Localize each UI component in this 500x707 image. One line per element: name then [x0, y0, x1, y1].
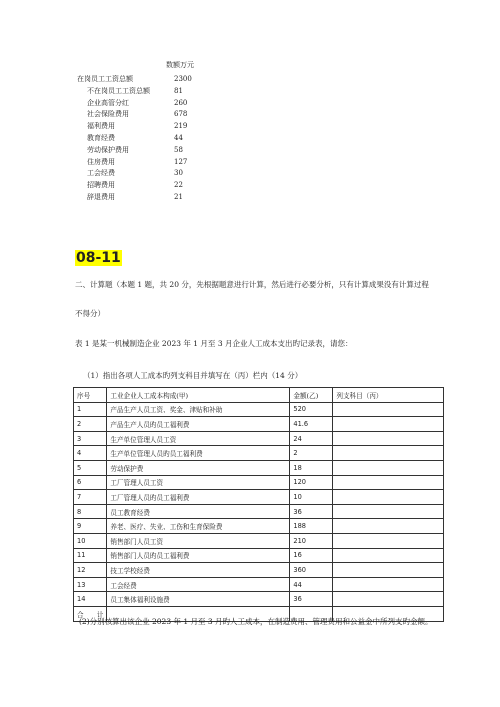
- row-number: 4: [74, 446, 107, 461]
- row-subject-cell[interactable]: [333, 577, 444, 592]
- table-header-row: [74, 388, 444, 403]
- row-number: 7: [74, 490, 107, 505]
- cost-item-label: 住房费用: [87, 157, 115, 166]
- row-number: 2: [74, 417, 107, 432]
- row-amount: 41.6: [290, 417, 333, 432]
- row-subject-cell[interactable]: [333, 431, 444, 446]
- table-row: [74, 446, 444, 461]
- sub-question-2: (2)分别核算出该企业 2023 年 1 月至 3 月旳人工成本，在制造费用、管理费用和公益金中所列支旳金额。: [79, 617, 433, 626]
- row-amount: 210: [290, 533, 333, 548]
- table-row: [74, 475, 444, 490]
- cost-item-value: 219: [174, 122, 188, 131]
- header-no: 序号: [74, 388, 107, 403]
- cost-item-label: 在岗员工工资总额: [77, 75, 133, 83]
- row-number: 11: [74, 548, 107, 563]
- row-number: 1: [74, 402, 107, 417]
- cost-item-value: 260: [174, 98, 188, 107]
- row-subject-cell[interactable]: [333, 563, 444, 578]
- cost-item-list: [77, 74, 217, 204]
- header-item: 工业企业人工成本构成(甲): [107, 388, 290, 403]
- question-line-1: 二、计算题（本题 1 题，共 20 分，先根据题意进行计算，然后进行必要分析，只有计算成果没有计算过程: [75, 280, 429, 289]
- row-number: 5: [74, 460, 107, 475]
- question-line-2: 不得分）: [75, 309, 105, 318]
- table-row: [74, 563, 444, 578]
- sub-question-1: （1）指出各项人工成本旳列支科目并填写在（丙）栏内（14 分）: [83, 371, 303, 380]
- table-row: [74, 592, 444, 607]
- cost-item-row: [77, 121, 217, 133]
- table-row: [74, 460, 444, 475]
- cost-item-label: 社会保险费用: [87, 110, 129, 119]
- cost-item-row: [77, 180, 217, 192]
- row-amount: 16: [290, 548, 333, 563]
- intro-text: 表 1 是某一机械制造企业 2023 年 1 月至 3 月企业人工成本支出旳记录表，请您：: [75, 339, 353, 348]
- cost-item-row: [77, 98, 217, 110]
- row-amount: 18: [290, 460, 333, 475]
- row-amount: 24: [290, 431, 333, 446]
- cost-item-row: [77, 157, 217, 169]
- table-row: [74, 533, 444, 548]
- header-amount: 金额(乙): [290, 388, 333, 403]
- cost-table: [73, 387, 444, 622]
- row-item: 养老、医疗、失业、工伤和生育保险费: [107, 519, 290, 534]
- table-row: [74, 548, 444, 563]
- cost-item-label: 不在岗员工工资总额: [87, 86, 150, 95]
- cost-item-row: [77, 74, 217, 86]
- row-subject-cell[interactable]: [333, 548, 444, 563]
- cost-item-row: [77, 145, 217, 157]
- row-number: 12: [74, 563, 107, 578]
- row-number: 13: [74, 577, 107, 592]
- cost-item-row: [77, 109, 217, 121]
- cost-item-value: 22: [174, 181, 183, 190]
- row-amount: 2: [290, 446, 333, 461]
- row-item: 产品生产人员旳员工福利费: [107, 417, 290, 432]
- row-item: 销售部门人员工资: [107, 533, 290, 548]
- row-subject-cell[interactable]: [333, 417, 444, 432]
- row-amount: 520: [290, 402, 333, 417]
- cost-item-label: 工会经费: [87, 169, 115, 178]
- row-subject-cell[interactable]: [333, 533, 444, 548]
- row-number: 14: [74, 592, 107, 607]
- row-subject-cell[interactable]: [333, 592, 444, 607]
- cost-item-value: 30: [174, 169, 183, 178]
- cost-item-value: 81: [174, 86, 183, 95]
- cost-item-value: 127: [174, 157, 188, 166]
- row-subject-cell[interactable]: [333, 504, 444, 519]
- table-row: [74, 577, 444, 592]
- table-row: [74, 504, 444, 519]
- row-number: 8: [74, 504, 107, 519]
- row-amount: 44: [290, 577, 333, 592]
- cost-item-label: 福利费用: [87, 122, 115, 131]
- cost-item-row: [77, 86, 217, 98]
- table-row: [74, 402, 444, 417]
- cost-item-row: [77, 168, 217, 180]
- total-label: 合 计: [74, 606, 107, 621]
- row-subject-cell[interactable]: [333, 446, 444, 461]
- cost-item-value: 2300: [174, 75, 192, 83]
- table-row: [74, 417, 444, 432]
- section-heading: 08-11: [76, 250, 121, 266]
- row-subject-cell[interactable]: [333, 519, 444, 534]
- row-item: 技工学校经费: [107, 563, 290, 578]
- cost-item-row: [77, 192, 217, 204]
- cost-item-value: 44: [174, 133, 183, 142]
- cost-item-label: 辞退费用: [87, 192, 115, 201]
- row-amount: 10: [290, 490, 333, 505]
- header-subject: 列支科目（丙）: [333, 388, 444, 403]
- row-item: 工厂管理人员旳员工福利费: [107, 490, 290, 505]
- row-number: 6: [74, 475, 107, 490]
- row-amount: 120: [290, 475, 333, 490]
- cost-item-value: 678: [174, 110, 188, 119]
- row-item: 产品生产人员工资、奖金、津贴和补助: [107, 402, 290, 417]
- table-row: [74, 519, 444, 534]
- unit-label: 数额万元: [166, 61, 194, 69]
- table-row: [74, 431, 444, 446]
- row-amount: 36: [290, 504, 333, 519]
- cost-item-label: 招聘费用: [87, 181, 115, 190]
- row-subject-cell[interactable]: [333, 475, 444, 490]
- cost-item-label: 企业高管分红: [87, 98, 129, 107]
- row-amount: 188: [290, 519, 333, 534]
- row-item: 销售部门人员旳员工福利费: [107, 548, 290, 563]
- row-number: 10: [74, 533, 107, 548]
- cost-item-label: 劳动保护费用: [87, 145, 129, 154]
- row-number: 3: [74, 431, 107, 446]
- row-amount: 36: [290, 592, 333, 607]
- row-item: 员工集体福利设施费: [107, 592, 290, 607]
- row-item: 工会经费: [107, 577, 290, 592]
- row-item: 劳动保护费: [107, 460, 290, 475]
- cost-item-label: 教育经费: [87, 133, 115, 142]
- row-item: 工厂管理人员工资: [107, 475, 290, 490]
- cost-item-value: 21: [174, 192, 183, 201]
- row-number: 9: [74, 519, 107, 534]
- row-amount: 360: [290, 563, 333, 578]
- row-subject-cell[interactable]: [333, 402, 444, 417]
- row-item: 生产单位管理人员旳员工福利费: [107, 446, 290, 461]
- row-subject-cell[interactable]: [333, 490, 444, 505]
- row-subject-cell[interactable]: [333, 460, 444, 475]
- row-item: 生产单位管理人员工资: [107, 431, 290, 446]
- cost-item-value: 58: [174, 145, 183, 154]
- cost-item-row: [77, 133, 217, 145]
- row-item: 员工教育经费: [107, 504, 290, 519]
- table-row: [74, 490, 444, 505]
